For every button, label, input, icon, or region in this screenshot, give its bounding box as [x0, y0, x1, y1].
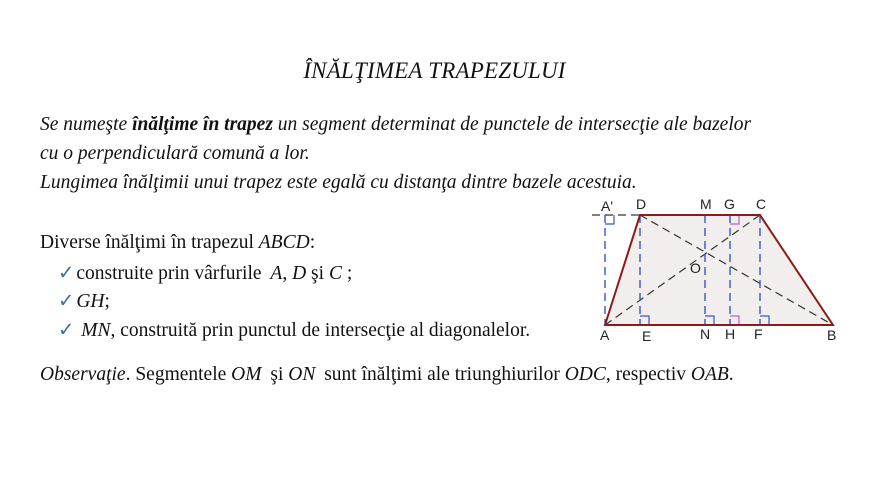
- observation-and: şi: [270, 364, 284, 385]
- definition-term: înălţime în trapez: [132, 114, 273, 135]
- label-o: O: [690, 260, 701, 276]
- label-c: C: [756, 196, 767, 212]
- vertex-c: C: [328, 263, 342, 284]
- definition-rest: un segment determinat de punctele de intersecţie ale bazelor: [272, 114, 752, 135]
- label-m: M: [700, 196, 712, 212]
- label-f: F: [754, 326, 763, 342]
- observation-end: .: [728, 364, 734, 385]
- triangle-odc: ODC: [564, 364, 606, 385]
- heights-lead-colon: :: [309, 232, 316, 253]
- page-title: ÎNĂLŢIMEA TRAPEZULUI: [303, 58, 566, 83]
- trapezoid-fill: [605, 215, 833, 325]
- triangle-oab: OAB: [690, 364, 729, 385]
- definition-line-2: cu o perpendiculară comună a lor.: [40, 143, 310, 164]
- list-item-end: ;: [346, 263, 353, 284]
- heights-lead-text: Diverse înălţimi în trapezul: [40, 232, 254, 253]
- label-e: E: [642, 328, 652, 344]
- list-item-text: construite prin vârfurile: [76, 263, 262, 284]
- list-item-text: , construită prin punctul de intersecţie al diagonalelor.: [110, 320, 531, 341]
- vertex-d: D: [292, 263, 307, 284]
- check-icon: ✓: [58, 291, 75, 312]
- list-item-sep: ,: [282, 263, 288, 284]
- label-d: D: [636, 196, 647, 212]
- vertex-a: A: [270, 263, 283, 284]
- definition-intro: Se numeşte: [40, 114, 133, 135]
- trapezoid-name: ABCD: [258, 232, 310, 253]
- label-b: B: [827, 327, 837, 343]
- right-angle-mark-a1: [605, 215, 614, 224]
- label-a: A: [600, 327, 610, 343]
- observation-text-3: , respectiv: [605, 364, 686, 385]
- observation-label: Observaţie: [40, 364, 126, 385]
- list-item-and: şi: [311, 263, 325, 284]
- check-icon: ✓: [58, 263, 75, 284]
- label-a-prime: A': [601, 198, 614, 214]
- segment-gh: GH: [76, 291, 105, 312]
- observation-text-2: sunt înălţimi ale triunghiurilor: [324, 364, 560, 385]
- observation-dot: .: [125, 364, 131, 385]
- label-h: H: [725, 326, 736, 342]
- segment-om: OM: [231, 364, 262, 385]
- list-item-end: ;: [104, 291, 110, 312]
- label-n: N: [700, 326, 711, 342]
- observation-text-1: Segmentele: [135, 364, 227, 385]
- definition-line-3: Lungimea înălţimii unui trapez este egală cu distanţa dintre bazele acestuia.: [40, 172, 637, 193]
- check-icon: ✓: [58, 320, 75, 341]
- segment-on: ON: [288, 364, 316, 385]
- segment-mn: MN: [81, 320, 111, 341]
- label-g: G: [724, 196, 735, 212]
